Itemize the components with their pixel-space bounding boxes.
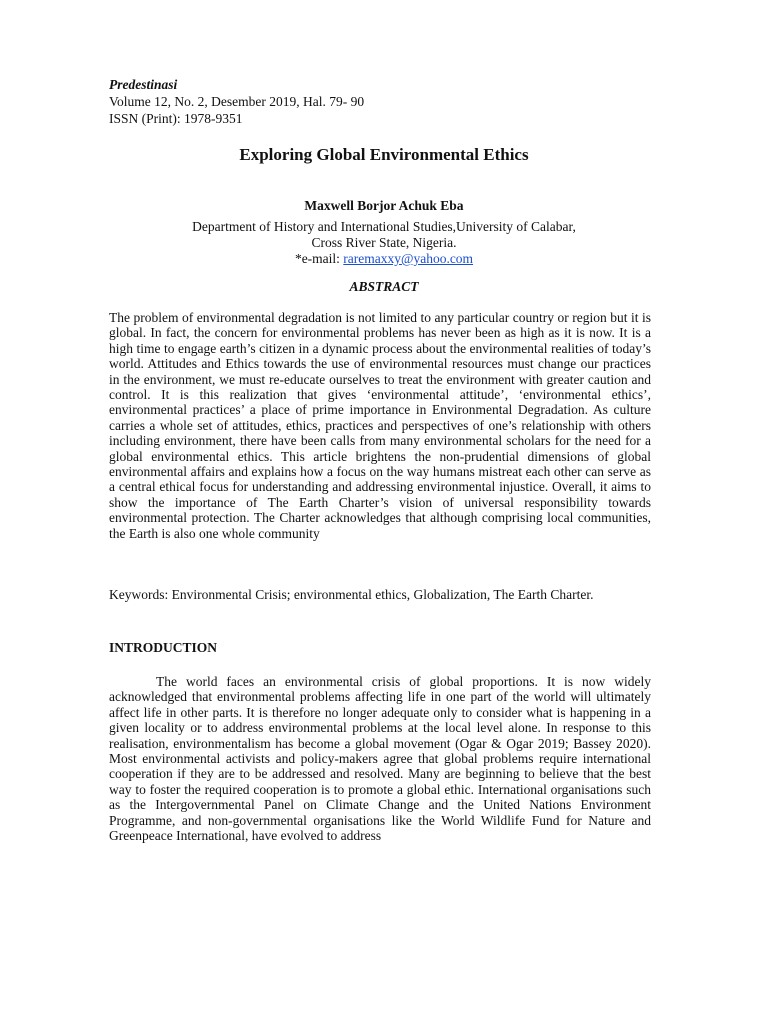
email-prefix: *e-mail: bbox=[294, 251, 344, 266]
author-affiliation bbox=[0, 219, 768, 267]
abstract-heading: ABSTRACT bbox=[349, 279, 419, 294]
introduction-heading: INTRODUCTION bbox=[109, 640, 218, 655]
keywords: Keywords: Environmental Crisis; environmental ethics, Globalization, The Earth Charter. bbox=[109, 587, 594, 602]
email-link[interactable]: raremaxxy@yahoo.com bbox=[343, 251, 474, 266]
introduction-text: The world faces an environmental crisis of global proportions. It is now widely acknowledged that environmental problems affecting life in one part of the world will ultimately affect life in other parts. It is therefore no longer adequate only to consider what is happening in a given locality or to address environmental problems at the local level alone. In response to this realisation, environmentalism has become a global movement (Ogar & Ogar 2019; Bassey 2020). Most environmental activists and policy-makers agree that global problems require international cooperation if they are to be addressed and resolved. Many are beginning to believe that the best way to foster the required cooperation is to promote a global ethic. International organisations such as the Intergovernmental Panel on Climate Change and the United Nations Environment Programme, and non-governmental organisations like the World Wildlife Fund for Nature and Greenpeace International, have evolved to address bbox=[109, 674, 651, 844]
affiliation-line-2: Cross River State, Nigeria. bbox=[311, 235, 457, 250]
abstract-text: The problem of environmental degradation is not limited to any particular country or region but it is global. In fact, the concern for environmental problems has never been as high as it is now. It is a high time to engage earth’s citizen in a dynamic process about the environmental realities of today’s world. Attitudes and Ethics towards the use of environmental resources must change our practices in the environment, we must re-educate ourselves to treat the environment with greater caution and control. It is this realization that gives ‘environmental attitude’, ‘environmental ethics’, environmental practices’ a place of prime importance in Environmental Degradation. As culture carries a whole set of attitudes, ethics, practices and perspectives of one’s relationship with others including environment, there have been calls from many environmental scholars for the need for a global environmental ethics. This article brightens the non-prudential dimensions of global environmental affairs and explains how a focus on the way humans mistreat each other can serve as a central ethical focus for understanding and addressing environmental injustice. Overall, it aims to show the importance of The Earth Charter’s vision of universal responsibility towards environmental protection. The Charter acknowledges that although comprising local communities, the Earth is also one whole community bbox=[109, 310, 651, 541]
journal-header bbox=[109, 76, 364, 127]
journal-name: Predestinasi bbox=[109, 77, 178, 92]
paper-title: Exploring Global Environmental Ethics bbox=[239, 145, 529, 164]
issn-line: ISSN (Print): 1978-9351 bbox=[109, 111, 243, 126]
email-line bbox=[0, 251, 768, 267]
author-name: Maxwell Borjor Achuk Eba bbox=[304, 198, 464, 213]
volume-line: Volume 12, No. 2, Desember 2019, Hal. 79- 90 bbox=[109, 94, 365, 109]
affiliation-line-1: Department of History and International Studies,University of Calabar, bbox=[192, 219, 576, 234]
